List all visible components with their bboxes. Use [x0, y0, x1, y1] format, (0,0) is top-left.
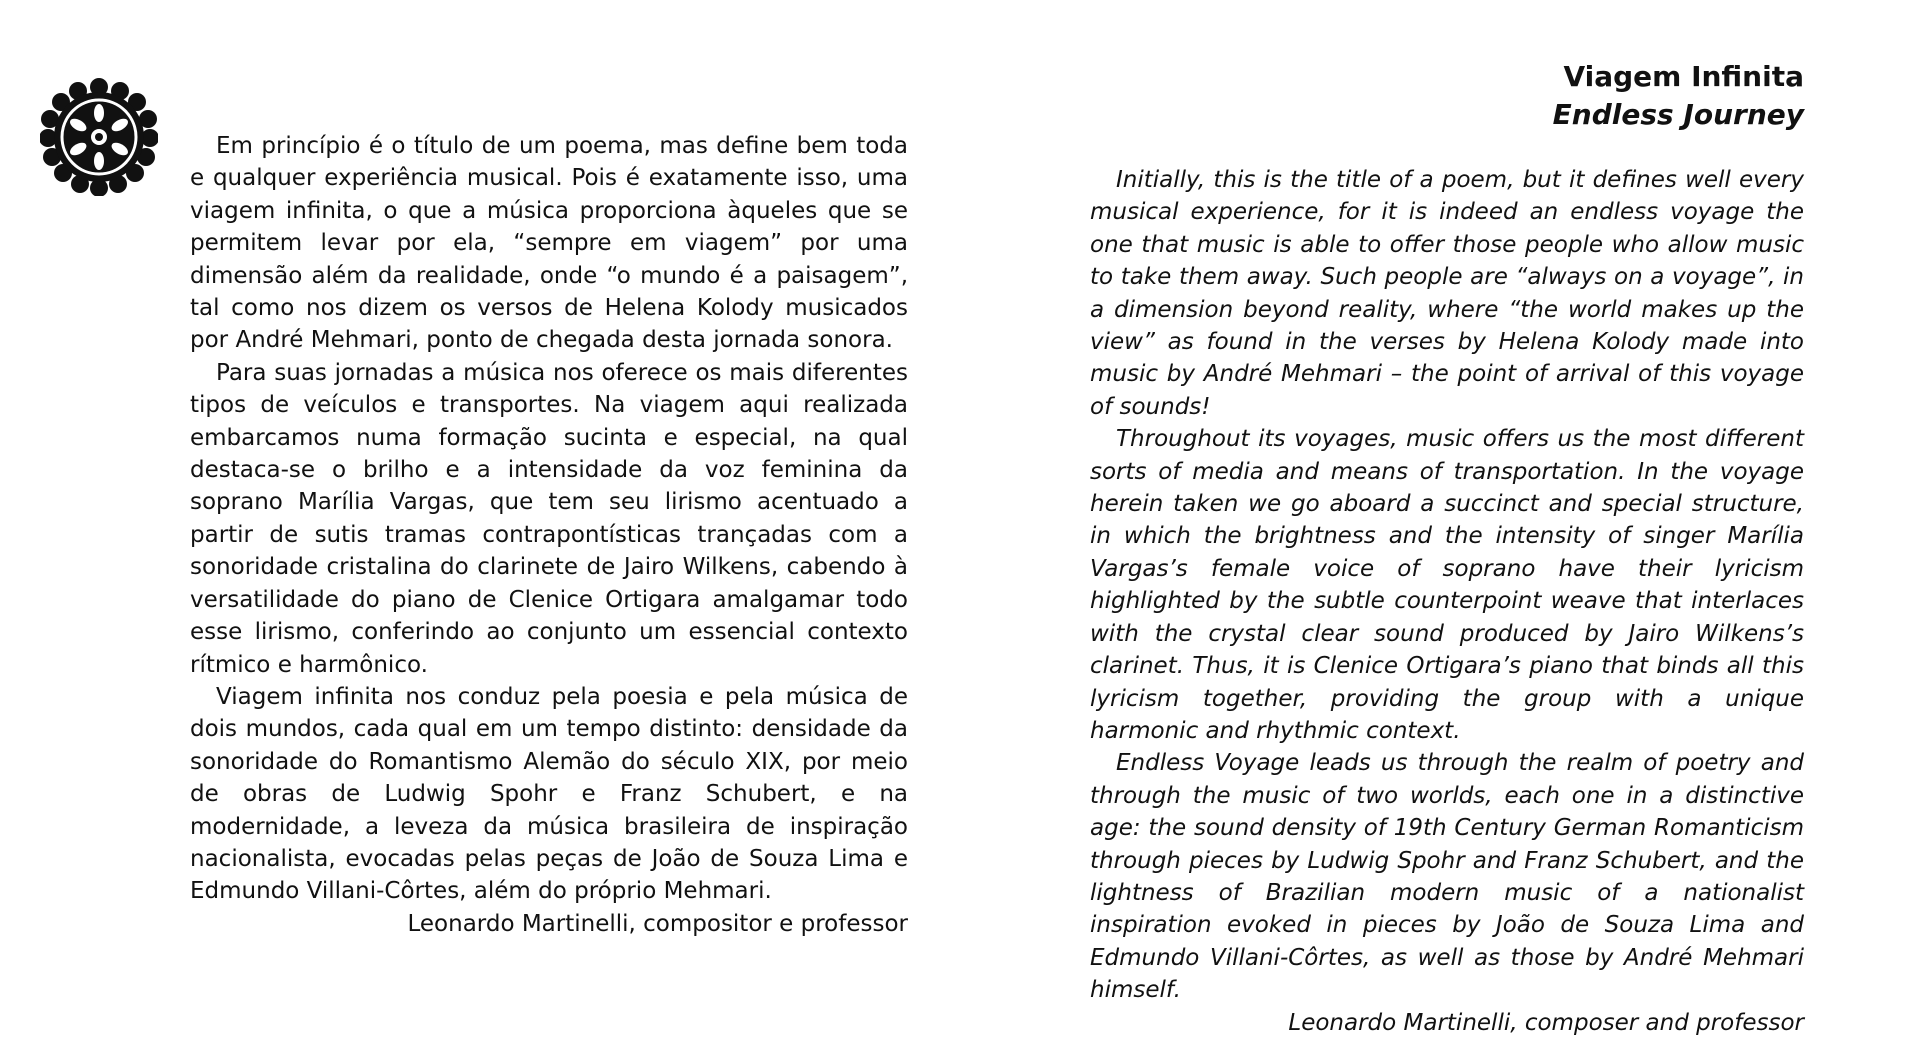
en-paragraph-1: Initially, this is the title of a poem, but it defines well every musical experience, for it is indeed an endless voyage the one that music is able to offer those people who allow music to take them away. Such people are “always on a voyage”, in a dimension beyond reality, where “the world makes up the view” as found in the verses by Helena Kolody made into music by André Mehmari – the point of arrival of this voyage of sounds! [1090, 167, 1804, 420]
pt-signature: Leonardo Martinelli, compositor e professor [407, 910, 908, 937]
portuguese-text-column [190, 130, 908, 940]
en-paragraph-3: Endless Voyage leads us through the realm of poetry and through the music of two worlds, each one in a distinctive age: the sound density of 19th Century German Romanticism through pieces by Ludwig Spohr and Franz Schubert, and the lightness of Brazilian modern music of a nationalist inspiration evoked in pieces by João de Souza Lima and Edmundo Villani-Côrtes, as well as those by André Mehmari himself. [1090, 750, 1804, 1004]
pt-paragraph-2: Para suas jornadas a música nos oferece os mais diferentes tipos de veículos e transportes. Na viagem aqui realizada embarcamos numa formação sucinta e especial, na qual destaca-se o brilho e a intensidade da voz feminina da soprano Marília Vargas, que tem seu lirismo acentuado a partir de sutis tramas contrapontísticas trançadas com a sonoridade cristalina do clarinete de Jairo Wilkens, cabendo à versatilidade do piano de Clenice Ortigara amalgamar todo esse lirismo, conferindo ao conjunto um essencial contexto rítmico e harmônico. [190, 359, 908, 678]
page-subtitle: Endless Journey [1552, 98, 1804, 131]
flower-emblem-graphic [40, 78, 158, 196]
flower-emblem-icon [40, 78, 158, 196]
pt-paragraph-3: Viagem infinita nos conduz pela poesia e pela música de dois mundos, cada qual em um tempo distinto: densidade da sonoridade do Romantismo Alemão do século XIX, por meio de obras de Ludwig Spohr e Franz Schubert, e na modernidade, a leveza da música brasileira de inspiração nacionalista, evocadas pelas peças de João de Souza Lima e Edmundo Villani-Côrtes, além do próprio Mehmari. [190, 683, 908, 905]
en-signature: Leonardo Martinelli, composer and professor [1288, 1009, 1804, 1036]
page-title: Viagem Infinita [1563, 60, 1804, 93]
en-paragraph-2: Throughout its voyages, music offers us the most different sorts of media and means of transportation. In the voyage herein taken we go aboard a succinct and special structure, in which the brightness and the intensity of singer Marília Vargas’s female voice of soprano have their lyricism highlighted by the subtle counterpoint weave that interlaces with the crystal clear sound produced by Jairo Wilkens’s clarinet. Thus, it is Clenice Ortigara’s piano that binds all this lyricism together, providing the group with a unique harmonic and rhythmic context. [1090, 426, 1804, 744]
pt-paragraph-1: Em princípio é o título de um poema, mas define bem toda e qualquer experiência musical. Pois é exatamente isso, uma viagem infinita, o que a música proporciona àqueles que se permitem levar por ela, “sempre em viagem” por uma dimensão além da realidade, onde “o mundo é a paisagem”, tal como nos dizem os versos de Helena Kolody musicados por André Mehmari, ponto de chegada desta jornada sonora. [190, 133, 908, 354]
english-text-column [1090, 164, 1804, 1039]
title-block [1553, 58, 1804, 134]
